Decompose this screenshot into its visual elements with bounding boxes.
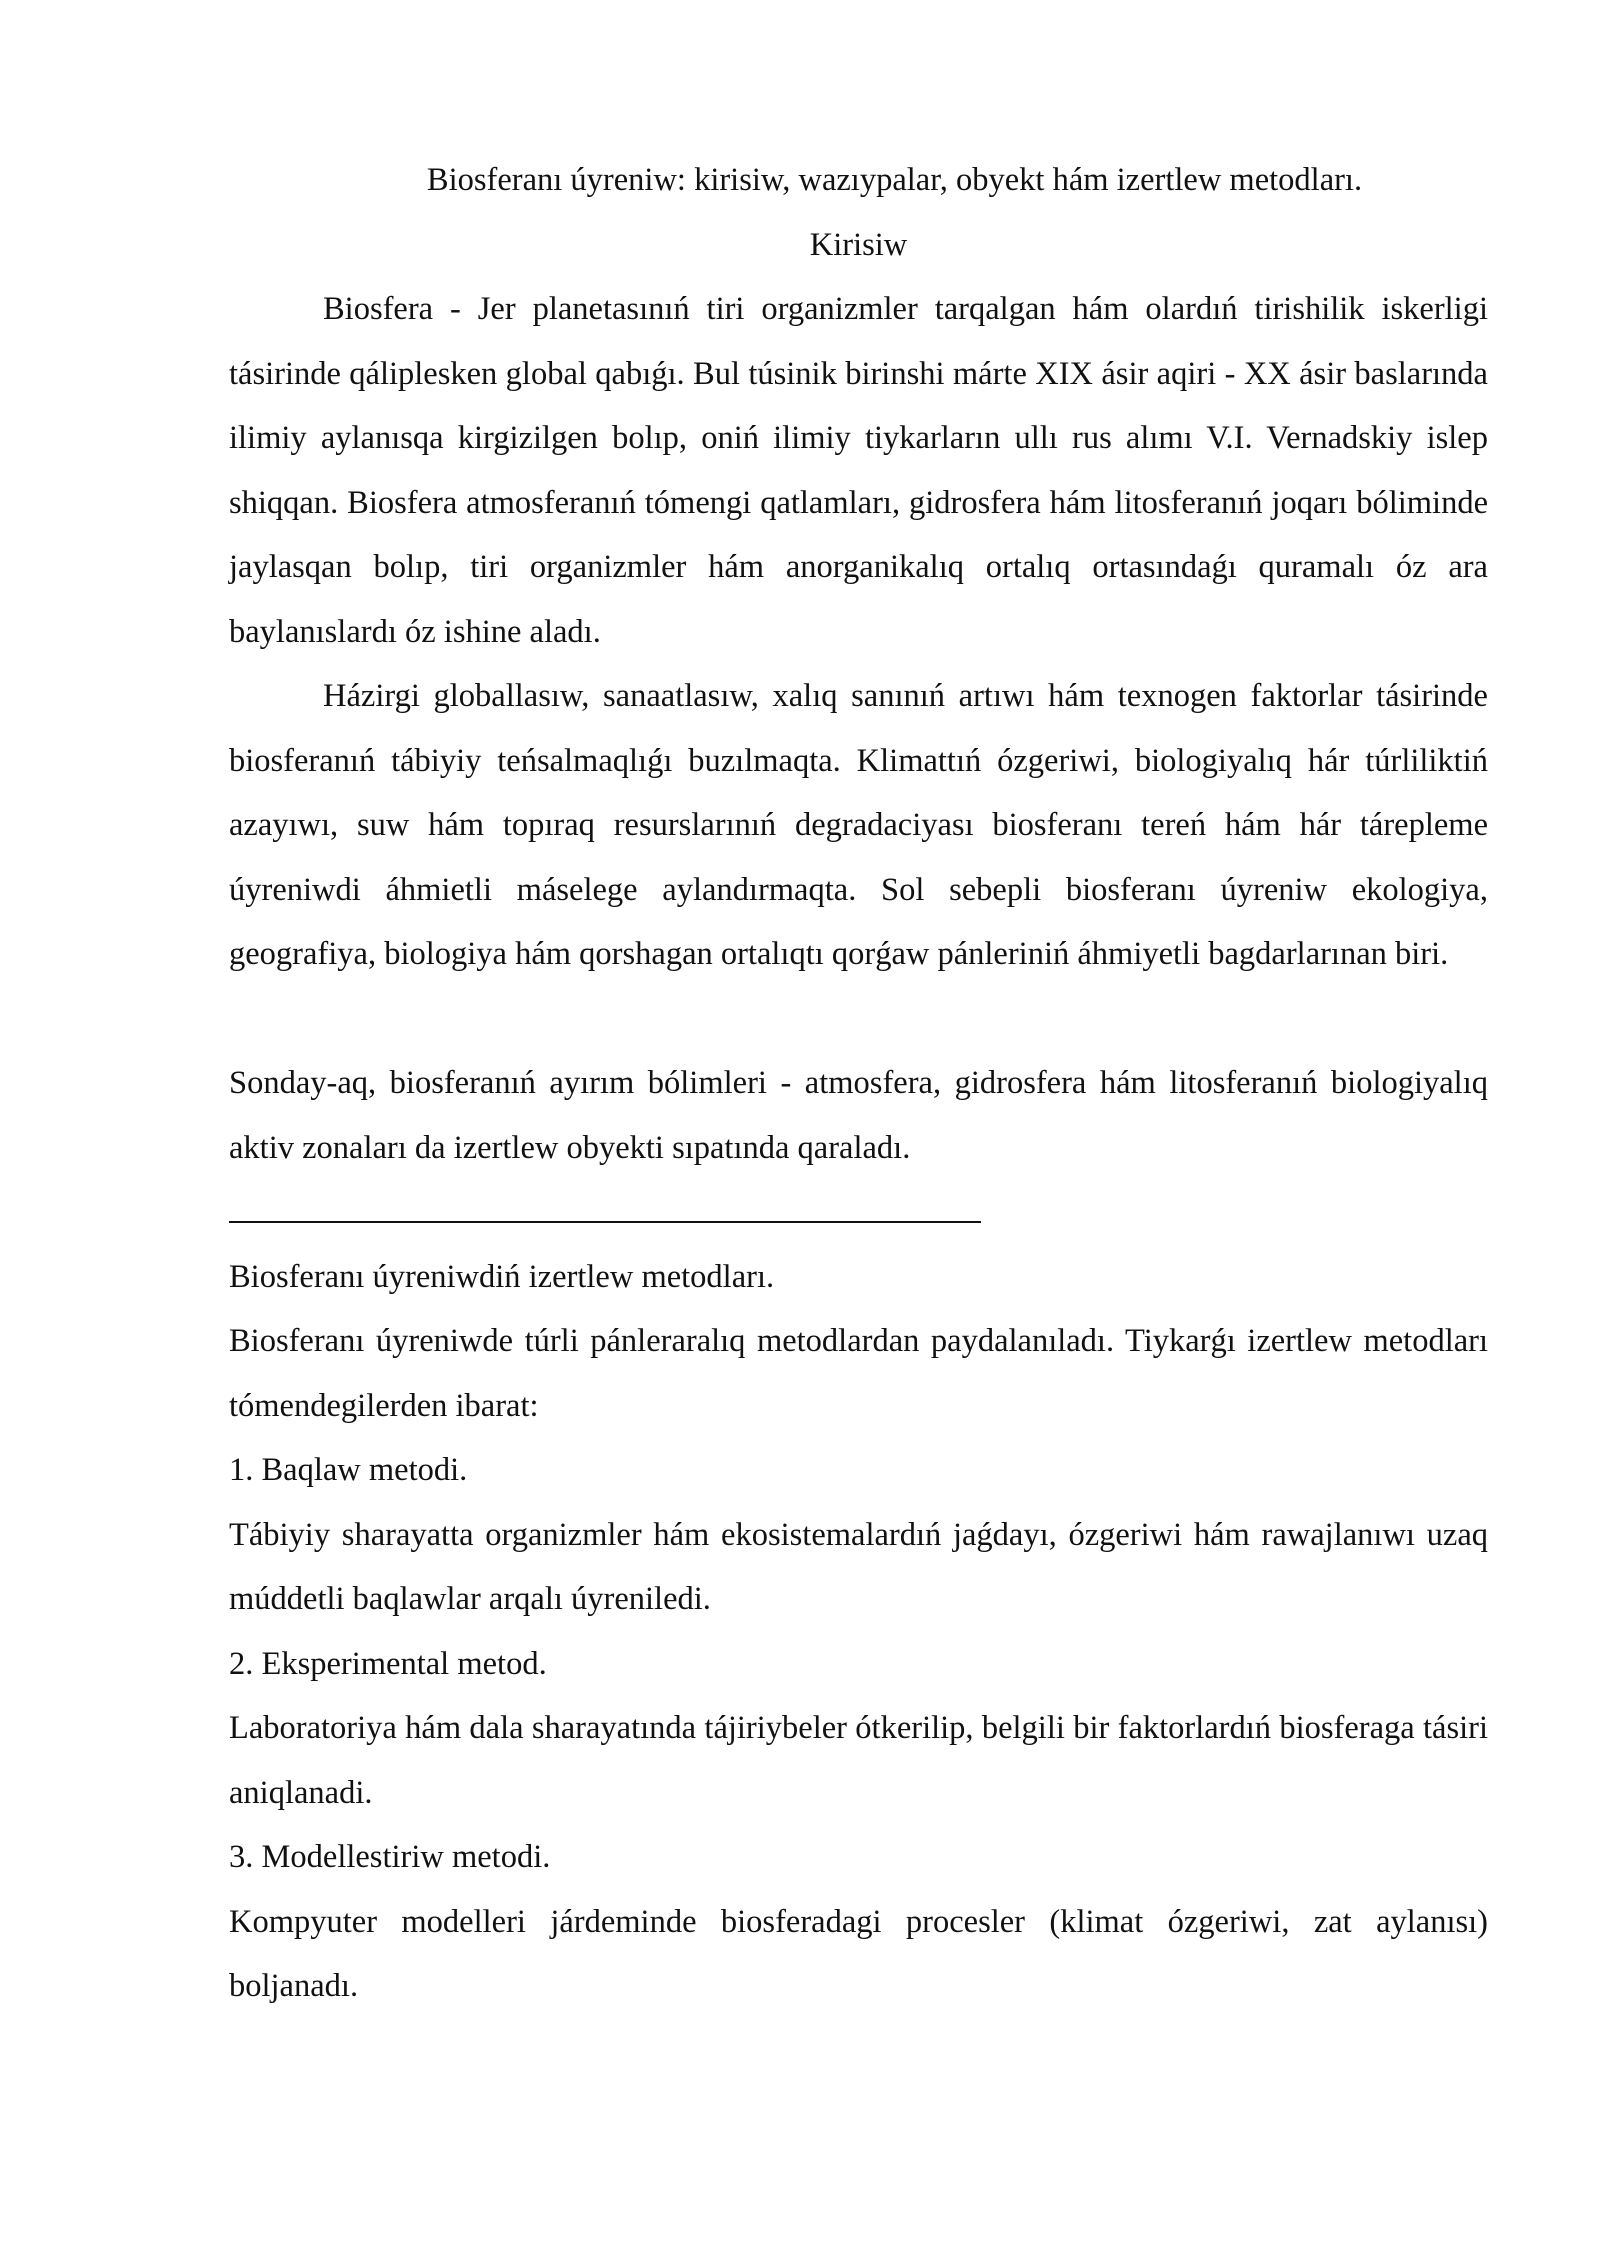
method-3-title: 3. Modellestiriw metodi.	[229, 1839, 551, 1875]
horizontal-rule	[229, 1180, 1488, 1245]
methods-heading: Biosferanı úyreniwdiń izertlew metodları.	[229, 1258, 775, 1295]
intro-paragraph-1: Biosfera - Jer planetasınıń tiri organizmler tarqalgan hám olardıń tirishilik iskerligi tásirinde qáliplesken global qabıǵı. Bul túsinik birinshi márte XIX ásir aqiri - XX ásir baslarında ilimiy aylanısqa kirgizilgen bolıp, oniń ilimiy tiykarların ullı rus alımı V.I. Vernadskiy islep shiqqan. Biosfera atmosferanıń tómengi qatlamları, gidrosfera hám litosferanıń joqarı bóliminde jaylasqan bolıp, tiri organizmler hám anorganikalıq ortalıq ortasındaǵı quramalı óz ara baylanıslardı óz ishine aladı.	[229, 291, 1488, 650]
method-2-text: Laboratoriya hám dala sharayatında tájiriybeler ótkerilip, belgili bir faktorlardıń biosferaga tásiri aniqlanadi.	[229, 1710, 1488, 1811]
method-2-title: 2. Eksperimental metod.	[229, 1645, 547, 1682]
method-1-title: 1. Baqlaw metodi.	[229, 1452, 468, 1488]
methods-intro: Biosferanı úyreniwde túrli pánleraralıq metodlardan paydalanıladı. Tiykarǵı izertlew metodları tómendegilerden ibarat:	[229, 1323, 1488, 1424]
section-heading-kirisiw: Kirisiw	[809, 226, 908, 263]
method-3-text: Kompyuter modelleri járdeminde biosferadagi procesler (klimat ózgeriwi, zat aylanısı) boljanadı.	[229, 1903, 1488, 2004]
document-title: Biosferanı úyreniw: kirisiw, wazıypalar, obyekt hám izertlew metodları.	[426, 162, 1363, 198]
object-paragraph: Sonday-aq, biosferanıń ayırım bólimleri - atmosfera, gidrosfera hám litosferanıń biologiyalıq aktiv zonaları da izertlew obyekti sıpatında qaraladı.	[229, 1065, 1488, 1166]
blank-line	[229, 987, 1488, 1052]
method-1-text: Tábiyiy sharayatta organizmler hám ekosistemalardıń jaǵdayı, ózgeriwi hám rawajlanıwı uzaq múddetli baqlawlar arqalı úyreniledi.	[229, 1516, 1488, 1617]
intro-paragraph-2: Házirgi globallasıw, sanaatlasıw, xalıq sanınıń artıwı hám texnogen faktorlar tásirinde biosferanıń tábiyiy teńsalmaqlıǵı buzılmaqta. Klimattıń ózgeriwi, biologiyalıq hár túrliliktiń azayıwı, suw hám topıraq resurslarınıń degradaciyası biosferanı tereń hám hár tárepleme úyreniwdi áhmietli máselege aylandırmaqta. Sol sebepli biosferanı úyreniw ekologiya, geografiya, biologiya hám qorshagan ortalıqtı qorǵaw pánleriniń áhmiyetli bagdarlarınan biri.	[229, 678, 1488, 972]
